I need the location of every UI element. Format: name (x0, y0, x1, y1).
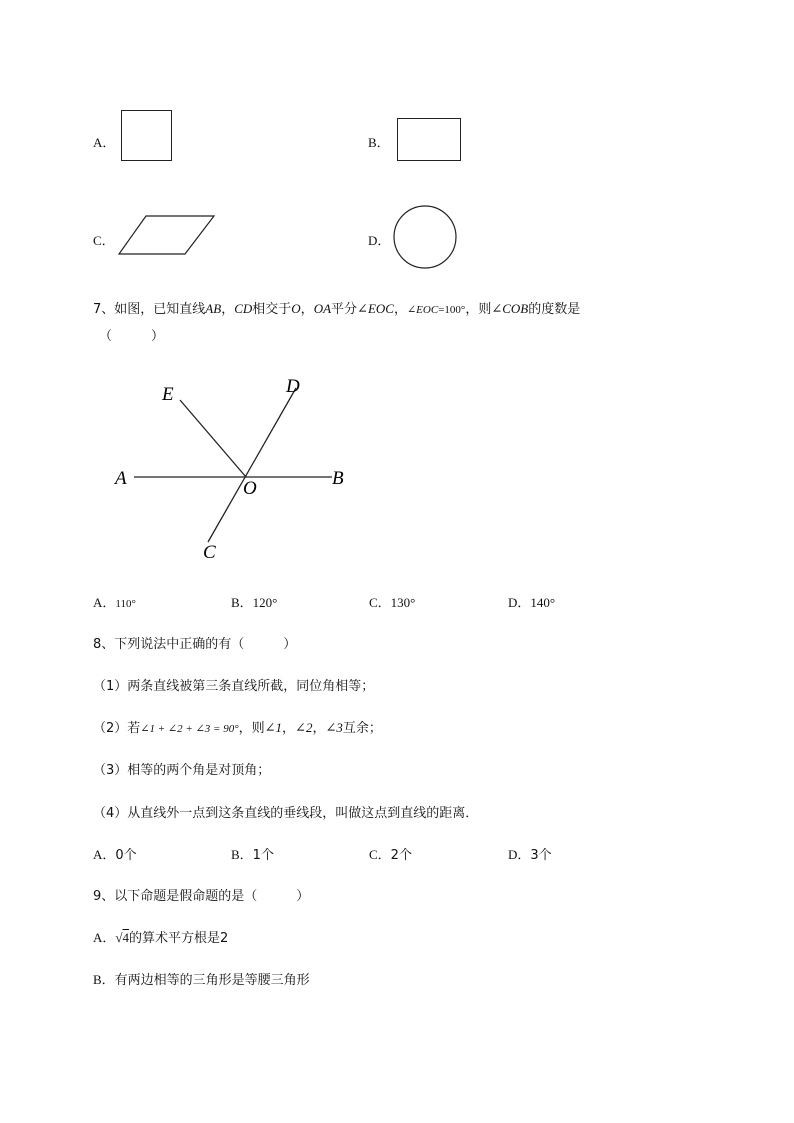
rectangle-icon (397, 118, 461, 161)
q8-option-d: D．3个 (508, 847, 552, 863)
q7-text: 相交于 (252, 302, 292, 317)
q9-radicand: 4 (122, 930, 130, 945)
q7-question-text (93, 298, 580, 317)
q7-angle-eoc: ∠EOC (357, 301, 394, 316)
q7-answer-blank: （ ） (99, 329, 165, 344)
q6-option-c-label: C． (93, 233, 115, 248)
q9-option-a: A．√4的算术平方根是2 (93, 930, 229, 946)
q7-text: ， (300, 302, 314, 317)
q7-text: 的度数是 (528, 302, 581, 317)
q7-option-c: C．130° (369, 595, 416, 610)
label-c: C (203, 542, 216, 563)
q7-text: ，则 (465, 302, 492, 317)
q8-option-c: C．2个 (369, 847, 412, 863)
q7-angle-value: 100° (444, 304, 466, 316)
q7-figure (110, 370, 360, 570)
q6-option-d-label: D． (368, 233, 391, 248)
square-icon (121, 110, 172, 161)
q8-statement-4: （4）从直线外一点到这条直线的垂线段，叫做这点到直线的距离． (93, 806, 479, 821)
parallelogram-icon (116, 213, 218, 257)
q7-text: 平分 (331, 302, 358, 317)
q7-equals: = (438, 304, 445, 316)
q6-option-b-label: B． (368, 135, 390, 150)
q7-option-b: B．120° (231, 595, 278, 610)
q9-option-b: B．有两边相等的三角形是等腰三角形 (93, 972, 310, 988)
q7-option-d: D．140° (508, 595, 556, 610)
label-d: D (286, 376, 300, 397)
label-a: A (115, 468, 127, 489)
sqrt-icon: √ (115, 930, 123, 945)
q7-angle-eoc: ∠EOC (406, 304, 439, 316)
q7-line-ab: AB (205, 301, 222, 316)
q8-statement-3: （3）相等的两个角是对顶角； (93, 763, 271, 778)
label-o: O (243, 478, 257, 499)
q7-line-cd: CD (234, 301, 253, 316)
q7-text: 如图，已知直线 (114, 302, 206, 317)
q8-option-b: B．1个 (231, 847, 274, 863)
q7-ray-oa: OA (313, 301, 332, 316)
q7-option-a: A．110° (93, 595, 136, 610)
q7-text: ， (393, 302, 407, 317)
q6-option-a-label: A． (93, 135, 116, 150)
q7-angle-cob: ∠COB (491, 301, 529, 316)
line-cd (208, 388, 296, 542)
label-e: E (162, 384, 174, 405)
circle-icon (392, 205, 458, 271)
label-b: B (332, 468, 344, 489)
q8-statement-1: （1）两条直线被第三条直线所截，同位角相等； (93, 679, 375, 694)
q7-number: 7、 (93, 302, 115, 317)
q8-option-a: A．0个 (93, 847, 137, 863)
q7-text: ， (221, 302, 235, 317)
ray-oe (180, 400, 246, 477)
q8-question-text: 8、下列说法中正确的有（ ） (93, 637, 297, 652)
q8-statement-2: （2）若∠1 + ∠2 + ∠3 = 90°，则∠1，∠2，∠3互余； (93, 720, 382, 736)
q9-question-text: 9、以下命题是假命题的是（ ） (93, 889, 310, 904)
q7-point-o: O (291, 301, 301, 316)
